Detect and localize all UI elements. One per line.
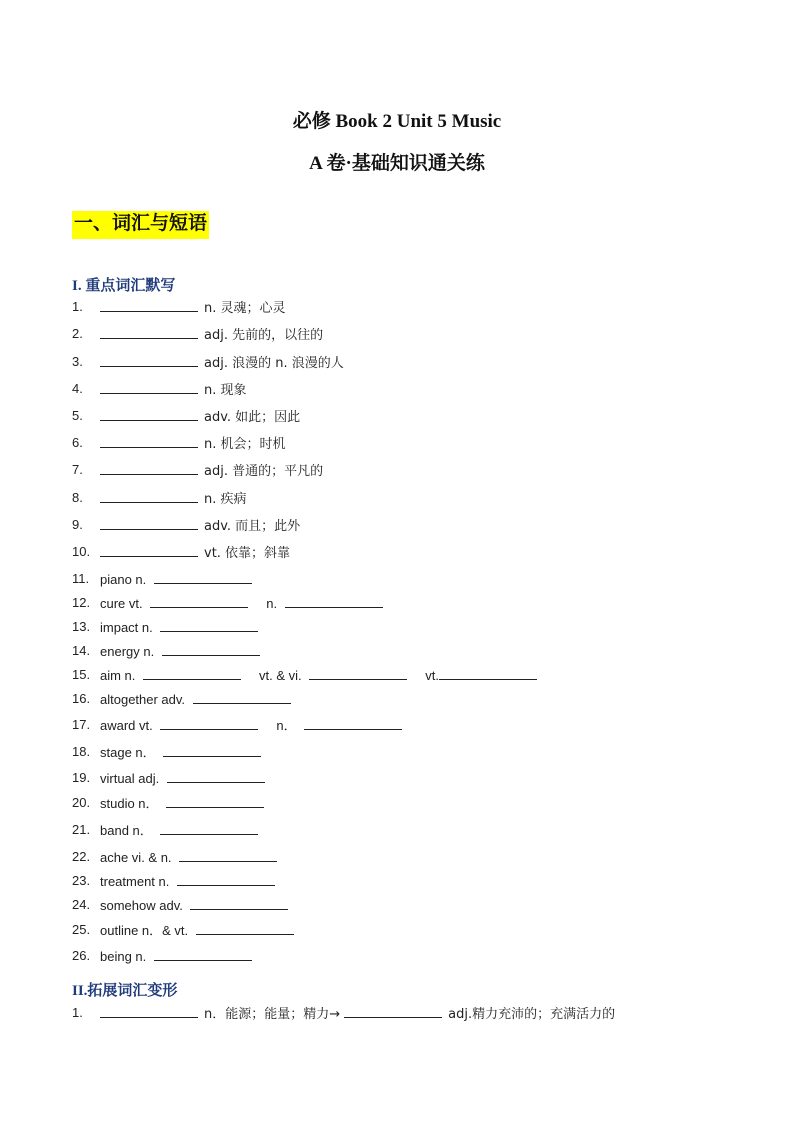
list-item xyxy=(72,871,772,891)
list-item xyxy=(72,1003,772,1023)
list-item xyxy=(72,324,772,344)
answer-blank[interactable] xyxy=(179,847,277,862)
page-subtitle: A 卷·基础知识通关练 xyxy=(309,153,485,174)
answer-blank[interactable] xyxy=(100,1003,198,1018)
list-item xyxy=(72,569,772,589)
answer-blank[interactable] xyxy=(100,406,198,421)
item-number: 6. xyxy=(72,435,83,450)
page-title: 必修 Book 2 Unit 5 Music xyxy=(292,111,502,132)
item-text: stage n． xyxy=(100,745,156,760)
item-text: adj. 普通的；平凡的 xyxy=(204,464,324,479)
list-item xyxy=(72,641,772,661)
answer-blank[interactable] xyxy=(304,715,402,730)
item-text: cure vt. xyxy=(100,596,143,611)
item-text: being n. xyxy=(100,949,147,964)
list-item xyxy=(72,488,772,508)
answer-blank[interactable] xyxy=(439,665,537,680)
answer-blank[interactable] xyxy=(190,895,288,910)
list-item xyxy=(72,542,772,562)
item-text: impact n. xyxy=(100,620,153,635)
answer-blank[interactable] xyxy=(100,297,198,312)
item-text: energy n. xyxy=(100,644,155,659)
item-text: award vt. xyxy=(100,718,153,733)
item-number: 3. xyxy=(72,354,83,369)
list-item xyxy=(72,406,772,426)
list-item xyxy=(72,742,772,762)
answer-blank[interactable] xyxy=(154,946,252,961)
item-number: 19. xyxy=(72,770,91,785)
item-number: 16. xyxy=(72,691,91,706)
item-number: 18. xyxy=(72,744,91,759)
item-text: altogether adv. xyxy=(100,692,186,707)
item-text: adj. 先前的，以往的 xyxy=(204,328,324,343)
item-text: aim n. xyxy=(100,668,136,683)
item-number: 24. xyxy=(72,897,91,912)
item-text: ache vi. & n. xyxy=(100,850,172,865)
section-heading-vocabulary: 一、词汇与短语 xyxy=(72,211,209,239)
item-text: piano n. xyxy=(100,572,147,587)
answer-blank[interactable] xyxy=(344,1003,442,1018)
answer-blank[interactable] xyxy=(177,871,275,886)
answer-blank[interactable] xyxy=(100,433,198,448)
list-item xyxy=(72,460,772,480)
list-item xyxy=(72,297,772,317)
list-item xyxy=(72,920,772,940)
item-number: 1. xyxy=(72,299,83,314)
item-number: 5. xyxy=(72,408,83,423)
list-item xyxy=(72,665,772,685)
item-number: 20. xyxy=(72,795,91,810)
item-text: treatment n. xyxy=(100,874,170,889)
list-item xyxy=(72,689,772,709)
list-item xyxy=(72,433,772,453)
item-number: 26. xyxy=(72,948,91,963)
answer-blank[interactable] xyxy=(285,593,383,608)
item-number: 10. xyxy=(72,544,91,559)
answer-blank[interactable] xyxy=(100,352,198,367)
list-item xyxy=(72,715,772,735)
item-number: 8. xyxy=(72,490,83,505)
answer-blank[interactable] xyxy=(100,324,198,339)
list-item xyxy=(72,793,772,813)
answer-blank[interactable] xyxy=(154,569,252,584)
answer-blank[interactable] xyxy=(196,920,294,935)
answer-blank[interactable] xyxy=(160,715,258,730)
list-item xyxy=(72,379,772,399)
item-text: n．能源；能量；精力→ xyxy=(204,1007,341,1022)
item-number: 25. xyxy=(72,922,91,937)
answer-blank[interactable] xyxy=(100,460,198,475)
item-number: 7. xyxy=(72,462,83,477)
item-text: virtual adj. xyxy=(100,771,160,786)
answer-blank[interactable] xyxy=(160,820,258,835)
item-text: n. 机会；时机 xyxy=(204,437,286,452)
item-number: 22. xyxy=(72,849,91,864)
item-number: 4. xyxy=(72,381,83,396)
item-number: 1. xyxy=(72,1005,83,1020)
answer-blank[interactable] xyxy=(309,665,407,680)
item-text: n. 疾病 xyxy=(204,492,247,507)
list-item xyxy=(72,847,772,867)
item-text: n. 灵魂；心灵 xyxy=(204,301,286,316)
list-item xyxy=(72,820,772,840)
item-number: 11. xyxy=(72,571,90,586)
item-text: vt. 依靠；斜靠 xyxy=(204,546,291,561)
answer-blank[interactable] xyxy=(162,641,260,656)
item-number: 23. xyxy=(72,873,91,888)
list-item xyxy=(72,895,772,915)
item-text: n. 现象 xyxy=(204,383,247,398)
list-item xyxy=(72,515,772,535)
item-number: 12. xyxy=(72,595,91,610)
item-number: 14. xyxy=(72,643,91,658)
answer-blank[interactable] xyxy=(100,542,198,557)
item-text: n. xyxy=(266,596,278,611)
answer-blank[interactable] xyxy=(143,665,241,680)
item-text: band n． xyxy=(100,823,153,838)
list-item xyxy=(72,617,772,637)
part1-heading: I. 重点词汇默写 xyxy=(72,278,176,294)
item-text: vt. & vi. xyxy=(259,668,302,683)
item-number: 15. xyxy=(72,667,91,682)
part2-heading: II.拓展词汇变形 xyxy=(72,983,178,999)
item-number: 17. xyxy=(72,717,91,732)
item-text: adj. 浪漫的 n. 浪漫的人 xyxy=(204,356,344,371)
answer-blank[interactable] xyxy=(167,768,265,783)
answer-blank[interactable] xyxy=(100,515,198,530)
item-text: adv. 如此；因此 xyxy=(204,410,301,425)
item-text: n． xyxy=(276,718,297,733)
item-text: adj.精力充沛的；充满活力的 xyxy=(448,1007,616,1022)
item-text: adv. 而且；此外 xyxy=(204,519,301,534)
list-item xyxy=(72,593,772,613)
item-number: 21. xyxy=(72,822,91,837)
item-text: vt. xyxy=(425,668,440,683)
answer-blank[interactable] xyxy=(193,689,291,704)
answer-blank[interactable] xyxy=(163,742,261,757)
list-item xyxy=(72,946,772,966)
item-text: somehow adv. xyxy=(100,898,183,913)
answer-blank[interactable] xyxy=(100,379,198,394)
answer-blank[interactable] xyxy=(160,617,258,632)
item-number: 9. xyxy=(72,517,83,532)
list-item xyxy=(72,352,772,372)
answer-blank[interactable] xyxy=(150,593,248,608)
item-number: 13. xyxy=(72,619,91,634)
item-text: outline n．& vt. xyxy=(100,923,189,938)
list-item xyxy=(72,768,772,788)
answer-blank[interactable] xyxy=(100,488,198,503)
item-number: 2. xyxy=(72,326,83,341)
answer-blank[interactable] xyxy=(166,793,264,808)
item-text: studio n． xyxy=(100,796,159,811)
